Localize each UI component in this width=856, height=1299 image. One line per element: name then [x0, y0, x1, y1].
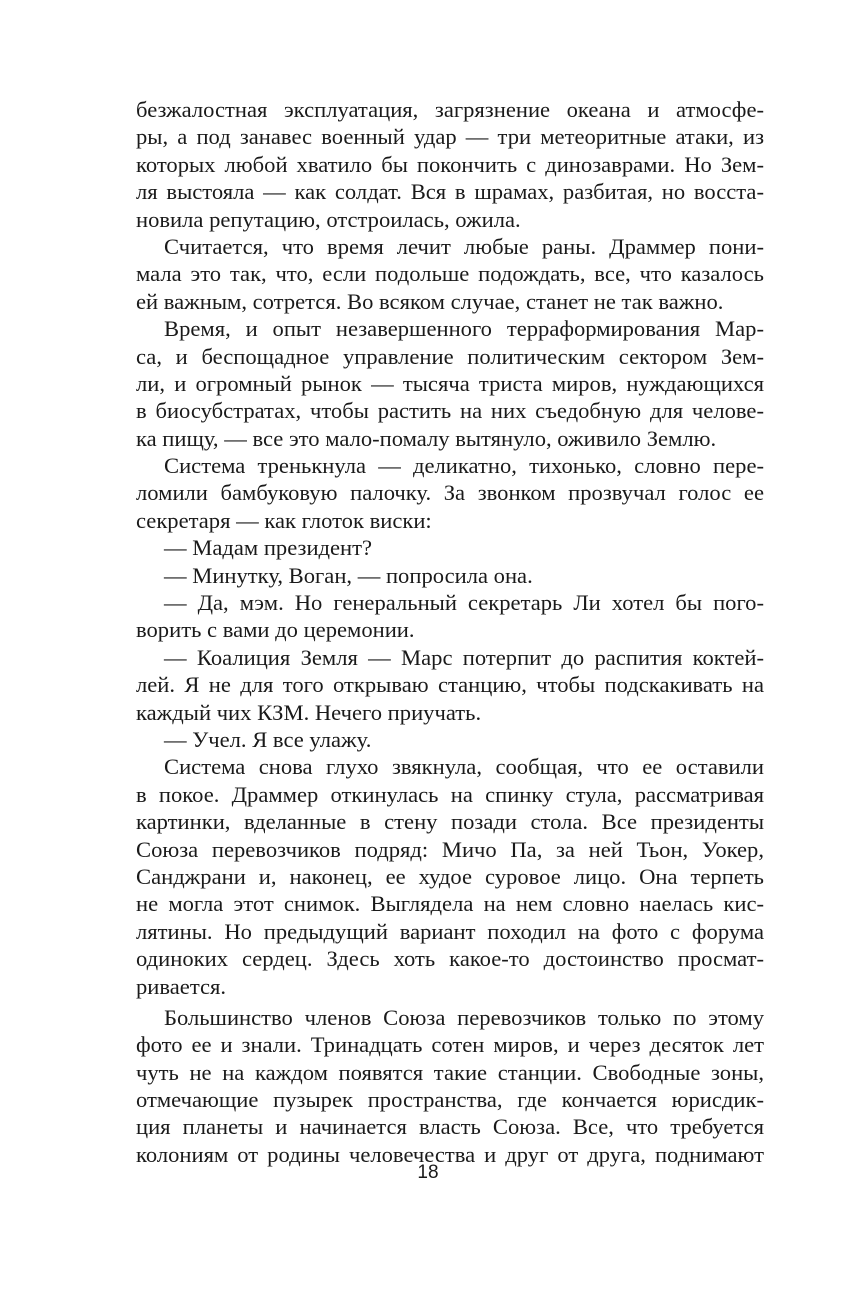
- paragraph: [136, 233, 764, 315]
- body-text: [136, 96, 764, 1168]
- text-line: мала это так, что, если подольше подождать, все, что казалось: [136, 261, 764, 287]
- text-line: ворить с вами до церемонии.: [136, 617, 415, 643]
- text-line: Время, и опыт незавершенного терраформирования Мар-: [164, 316, 764, 342]
- text-line: Союза перевозчиков подряд: Мичо Па, за ней Тьон, Уокер,: [136, 836, 764, 862]
- paragraph: [136, 315, 764, 452]
- text-line: отмечающие пузырек пространства, где кончается юрисдик-: [136, 1087, 764, 1113]
- text-line: ля выстояла — как солдат. Вся в шрамах, разбитая, но восста-: [136, 179, 764, 205]
- text-line: ция планеты и начинается власть Союза. Все, что требуется: [136, 1114, 764, 1140]
- paragraph: [136, 562, 764, 589]
- text-line: одиноких сердец. Здесь хоть какое-то достоинство просмат-: [136, 946, 764, 972]
- text-line: — Да, мэм. Но генеральный секретарь Ли хотел бы пого-: [164, 590, 764, 616]
- paragraph: [136, 644, 764, 726]
- text-line: не могла этот снимок. Выглядела на нем словно наелась кис-: [136, 891, 764, 917]
- text-line: в покое. Драммер откинулась на спинку стула, рассматривая: [136, 781, 764, 807]
- text-line: — Мадам президент?: [164, 535, 373, 561]
- text-line: ка пищу, — все это мало-помалу вытянуло, оживило Землю.: [136, 425, 717, 451]
- paragraph: [136, 534, 764, 561]
- text-line: са, и беспощадное управление политическим сектором Зем-: [136, 343, 764, 369]
- text-line: лятины. Но предыдущий вариант походил на фото с форума: [136, 918, 764, 944]
- text-line: секретаря — как глоток виски:: [136, 507, 432, 533]
- text-line: чуть не на каждом появятся такие станции. Свободные зоны,: [136, 1059, 764, 1085]
- text-line: ей важным, сотрется. Во всяком случае, станет не так важно.: [136, 288, 724, 314]
- text-line: которых любой хватило бы покончить с динозаврами. Но Зем-: [136, 151, 764, 177]
- paragraph: [136, 589, 764, 644]
- paragraph: [136, 1004, 764, 1168]
- text-line: Система снова глухо звякнула, сообщая, что ее оставили: [164, 754, 764, 780]
- text-line: новила репутацию, отстроилась, ожила.: [136, 206, 521, 232]
- text-line: в биосубстратах, чтобы растить на них съедобную для челове-: [136, 398, 764, 424]
- page-number: 18: [417, 1162, 439, 1183]
- text-line: — Учел. Я все улажу.: [164, 726, 372, 752]
- text-line: — Минутку, Воган, — попросила она.: [164, 562, 533, 588]
- paragraph: [136, 96, 764, 233]
- text-line: Большинство членов Союза перевозчиков только по этому: [164, 1004, 764, 1030]
- text-line: — Коалиция Земля — Марс потерпит до распития коктей-: [164, 644, 764, 670]
- text-line: картинки, вделанные в стену позади стола. Все президенты: [136, 809, 764, 835]
- text-line: каждый чих КЗМ. Нечего приучать.: [136, 699, 482, 725]
- text-line: ры, а под занавес военный удар — три метеоритные атаки, из: [136, 124, 764, 150]
- text-line: Система тренькнула — деликатно, тихонько, словно пере-: [164, 453, 764, 479]
- text-line: фото ее и знали. Тринадцать сотен миров, и через десяток лет: [136, 1032, 764, 1058]
- paragraph: [136, 726, 764, 753]
- text-line: безжалостная эксплуатация, загрязнение океана и атмосфе-: [136, 97, 764, 122]
- paragraph: [136, 753, 764, 1000]
- paragraph: [136, 452, 764, 534]
- text-line: ривается.: [136, 973, 227, 999]
- text-line: ли, и огромный рынок — тысяча триста миров, нуждающихся: [136, 370, 764, 396]
- text-line: Считается, что время лечит любые раны. Драммер пони-: [164, 233, 764, 259]
- text-line: колониям от родины человечества и друг от друга, поднимают: [136, 1141, 764, 1167]
- text-line: Санджрани и, наконец, ее худое суровое лицо. Она терпеть: [136, 863, 764, 889]
- text-line: лей. Я не для того открываю станцию, чтобы подскакивать на: [136, 672, 764, 698]
- text-line: ломили бамбуковую палочку. За звонком прозвучал голос ее: [136, 480, 764, 506]
